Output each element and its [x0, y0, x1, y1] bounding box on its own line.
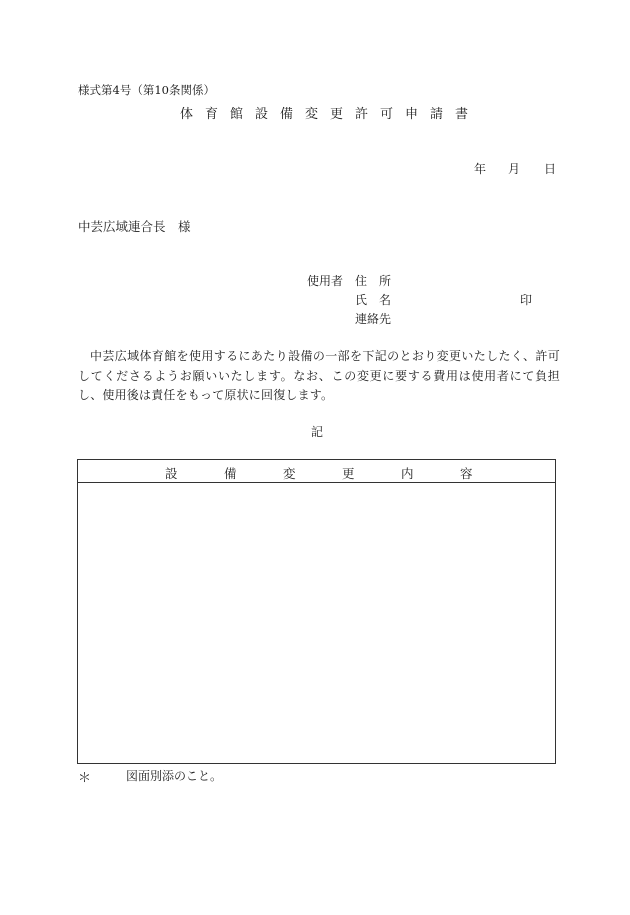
applicant-name-label: 氏 名 — [355, 293, 392, 307]
applicant-contact-label: 連絡先 — [355, 312, 392, 326]
note-text: 図面別添のこと。 — [126, 769, 223, 783]
title-char: 育 — [205, 107, 219, 122]
applicant-user-label: 使用者 — [307, 274, 344, 288]
title-char: 変 — [305, 107, 319, 122]
title-char: 更 — [330, 107, 344, 122]
title-char: 設 — [255, 107, 269, 122]
title-char: 館 — [230, 107, 244, 122]
document-title — [180, 103, 480, 122]
title-char: 請 — [430, 107, 444, 122]
addressee: 中芸広域連合長 様 — [78, 219, 191, 234]
title-char: 許 — [355, 107, 369, 122]
request-body-text: 中芸広域体育館を使用するにあたり設備の一部を下記のとおり変更いたしたく、許可してくださるようお願いいたします。なお、この変更に要する費用は使用者にて負担し、使用後は責任をもって原状に回復します。 — [78, 349, 560, 402]
header-char: 設 — [165, 466, 178, 481]
applicant-address-label: 住 所 — [355, 274, 392, 288]
change-details-body[interactable] — [78, 483, 555, 763]
change-details-table — [77, 459, 556, 764]
seal-mark: 印 — [520, 293, 533, 307]
title-char: 備 — [280, 107, 294, 122]
title-char: 書 — [455, 107, 469, 122]
title-char: 体 — [180, 107, 194, 122]
title-char: 申 — [405, 107, 419, 122]
date-day-label: 日 — [544, 162, 557, 176]
form-number: 様式第4号（第10条関係） — [78, 83, 215, 97]
header-char: 内 — [401, 466, 414, 481]
header-char: 備 — [224, 466, 237, 481]
header-char: 変 — [283, 466, 296, 481]
ki-marker: 記 — [311, 425, 324, 439]
header-char: 容 — [460, 466, 473, 481]
header-char: 更 — [342, 466, 355, 481]
date-year-label: 年 — [474, 162, 487, 176]
note-asterisk-icon: ＊ — [78, 771, 92, 786]
change-details-header — [78, 460, 555, 483]
date-month-label: 月 — [508, 162, 521, 176]
title-char: 可 — [380, 107, 394, 122]
